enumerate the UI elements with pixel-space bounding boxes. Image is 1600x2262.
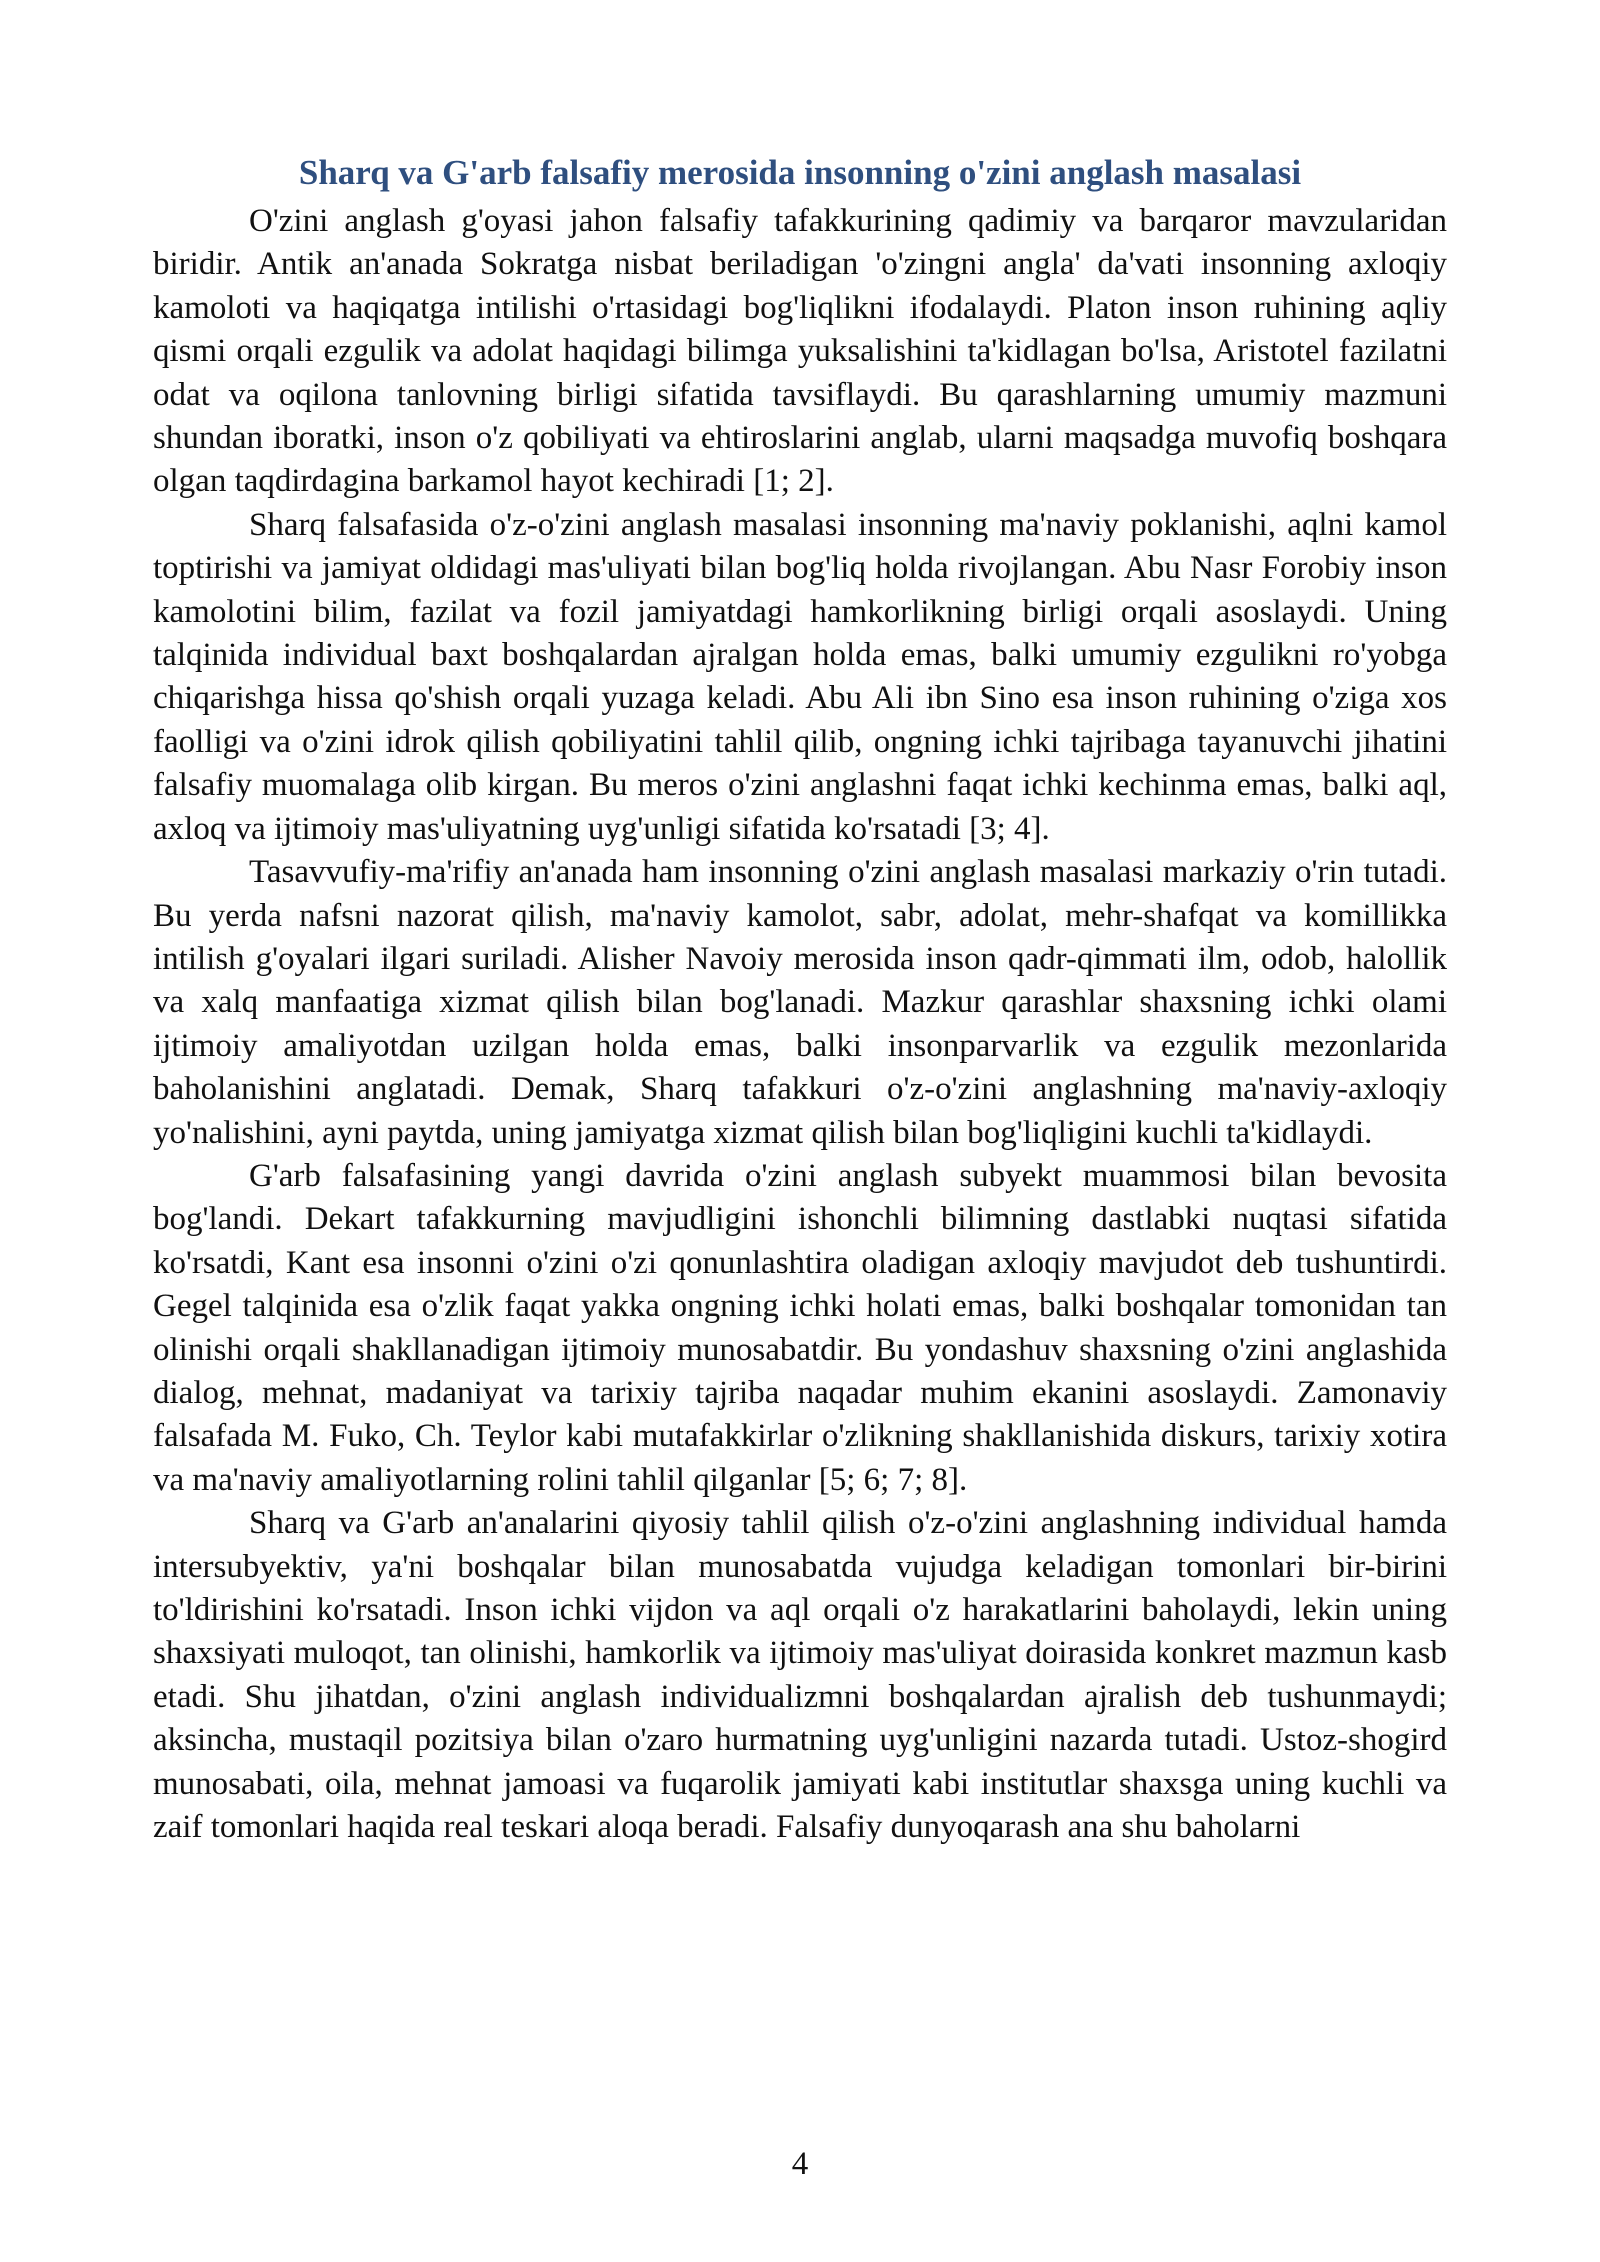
paragraph: O'zini anglash g'oyasi jahon falsafiy tafakkurining qadimiy va barqaror mavzularidan biridir. Antik an'anada Sokratga nisbat beriladigan 'o'zingni angla' da'vati insonning axloqiy kamoloti va haqiqatga intilishi o'rtasidagi bog'liqlikni ifodalaydi. Platon inson ruhining aqliy qismi orqali ezgulik va adolat haqidagi bilimga yuksalishini ta'kidlagan bo'lsa, Aristotel fazilatni odat va oqilona tanlovning birligi sifatida tavsiflaydi. Bu qarashlarning umumiy mazmuni shundan iboratki, inson o'z qobiliyati va ehtiroslarini anglab, ularni maqsadga muvofiq boshqara olgan taqdirdagina barkamol hayot kechiradi [1; 2].: [153, 203, 1447, 500]
page-number: 4: [791, 2146, 809, 2182]
paragraph: Sharq va G'arb an'analarini qiyosiy tahlil qilish o'z-o'zini anglashning individual hamda intersubyektiv, ya'ni boshqalar bilan munosabatda vujudga keladigan tomonlari bir-birini to'ldirishini ko'rsatadi. Inson ichki vijdon va aql orqali o'z harakatlarini baholaydi, lekin uning shaxsiyati muloqot, tan olinishi, hamkorlik va ijtimoiy mas'uliyat doirasida konkret mazmun kasb etadi. Shu jihatdan, o'zini anglash individualizmni boshqalardan ajralish deb tushunmaydi; aksincha, mustaqil pozitsiya bilan o'zaro hurmatning uyg'unligini nazarda tutadi. Ustoz-shogird munosabati, oila, mehnat jamoasi va fuqarolik jamiyati kabi institutlar shaxsga uning kuchli va zaif tomonlari haqida real teskari aloqa beradi. Falsafiy dunyoqarash ana shu baholarni: [153, 1505, 1447, 1846]
document-title: Sharq va G'arb falsafiy merosida insonning o'zini anglash masalasi: [298, 153, 1302, 192]
paragraph: G'arb falsafasining yangi davrida o'zini anglash subyekt muammosi bilan bevosita bog'landi. Dekart tafakkurning mavjudligini ishonchli bilimning dastlabki nuqtasi sifatida ko'rsatdi, Kant esa insonni o'zini o'zi qonunlashtira oladigan axloqiy mavjudot deb tushuntirdi. Gegel talqinida esa o'zlik faqat yakka ongning ichki holati emas, balki boshqalar tomonidan tan olinishi orqali shakllanadigan ijtimoiy munosabatdir. Bu yondashuv shaxsning o'zini anglashida dialog, mehnat, madaniyat va tarixiy tajriba naqadar muhim ekanini asoslaydi. Zamonaviy falsafada M. Fuko, Ch. Teylor kabi mutafakkirlar o'zlikning shakllanishida diskurs, tarixiy xotira va ma'naviy amaliyotlarning rolini tahlil qilganlar [5; 6; 7; 8].: [153, 1157, 1447, 1498]
paragraph: Tasavvufiy-ma'rifiy an'anada ham insonning o'zini anglash masalasi markaziy o'rin tutadi. Bu yerda nafsni nazorat qilish, ma'naviy kamolot, sabr, adolat, mehr-shafqat va komillikka intilish g'oyalari ilgari suriladi. Alisher Navoiy merosida inson qadr-qimmati ilm, odob, halollik va xalq manfaatiga xizmat qilish bilan bog'lanadi. Mazkur qarashlar shaxsning ichki olami ijtimoiy amaliyotdan uzilgan holda emas, balki insonparvarlik va ezgulik mezonlarida baholanishini anglatadi. Demak, Sharq tafakkuri o'z-o'zini anglashning ma'naviy-axloqiy yo'nalishini, ayni paytda, uning jamiyatga xizmat qilish bilan bog'liqligini kuchli ta'kidlaydi.: [153, 854, 1447, 1151]
paragraph: Sharq falsafasida o'z-o'zini anglash masalasi insonning ma'naviy poklanishi, aqlni kamol toptirishi va jamiyat oldidagi mas'uliyati bilan bog'liq holda rivojlangan. Abu Nasr Forobiy inson kamolotini bilim, fazilat va fozil jamiyatdagi hamkorlikning birligi orqali asoslaydi. Uning talqinida individual baxt boshqalardan ajralgan holda emas, balki umumiy ezgulikni ro'yobga chiqarishga hissa qo'shish orqali yuzaga keladi. Abu Ali ibn Sino esa inson ruhining o'ziga xos faolligi va o'zini idrok qilish qobiliyatini tahlil qilib, ongning ichki tajribaga tayanuvchi jihatini falsafiy muomalaga olib kirgan. Bu meros o'zini anglashni faqat ichki kechinma emas, balki aql, axloq va ijtimoiy mas'uliyatning uyg'unligi sifatida ko'rsatadi [3; 4].: [153, 506, 1447, 847]
document-body: [153, 150, 1447, 1849]
